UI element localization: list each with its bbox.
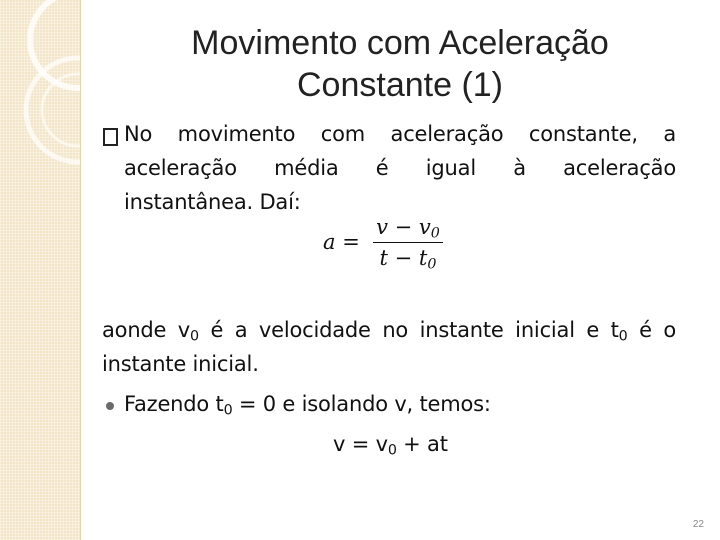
result-equation: $v = v_0$ + at bbox=[333, 432, 448, 459]
formula-lhs: a = bbox=[323, 230, 360, 254]
paragraph-1-line-2: aceleração média é igual à aceleração bbox=[124, 156, 676, 180]
bullet-2-text: Fazendo $t_0 = 0$ e isolando v, temos: bbox=[124, 392, 491, 419]
paragraph-1-line-3: instantânea. Daí: bbox=[124, 190, 301, 214]
missing-glyph-box-icon bbox=[103, 128, 118, 146]
decorative-side-band bbox=[0, 0, 81, 540]
paragraph-2-line-2: instante inicial. bbox=[102, 352, 259, 376]
bullet-icon bbox=[106, 402, 114, 410]
decorative-circles bbox=[0, 0, 80, 540]
formula-fraction bbox=[373, 214, 443, 273]
paragraph-1-line-1: No movimento com aceleração constante, a bbox=[124, 122, 676, 146]
formula-numerator: $v - v_0$ bbox=[376, 215, 440, 242]
fraction-bar bbox=[373, 242, 443, 243]
title-line-2: Constante (1) bbox=[297, 66, 503, 104]
paragraph-2-line-1: aonde $v_0$ é a velocidade no instante inicial e $t_0$ é o bbox=[102, 318, 676, 345]
page-number: 22 bbox=[692, 519, 704, 530]
slide-title bbox=[100, 22, 700, 106]
formula-denominator: $t - t_0$ bbox=[379, 246, 437, 273]
title-line-1: Movimento com Aceleração bbox=[191, 24, 609, 62]
